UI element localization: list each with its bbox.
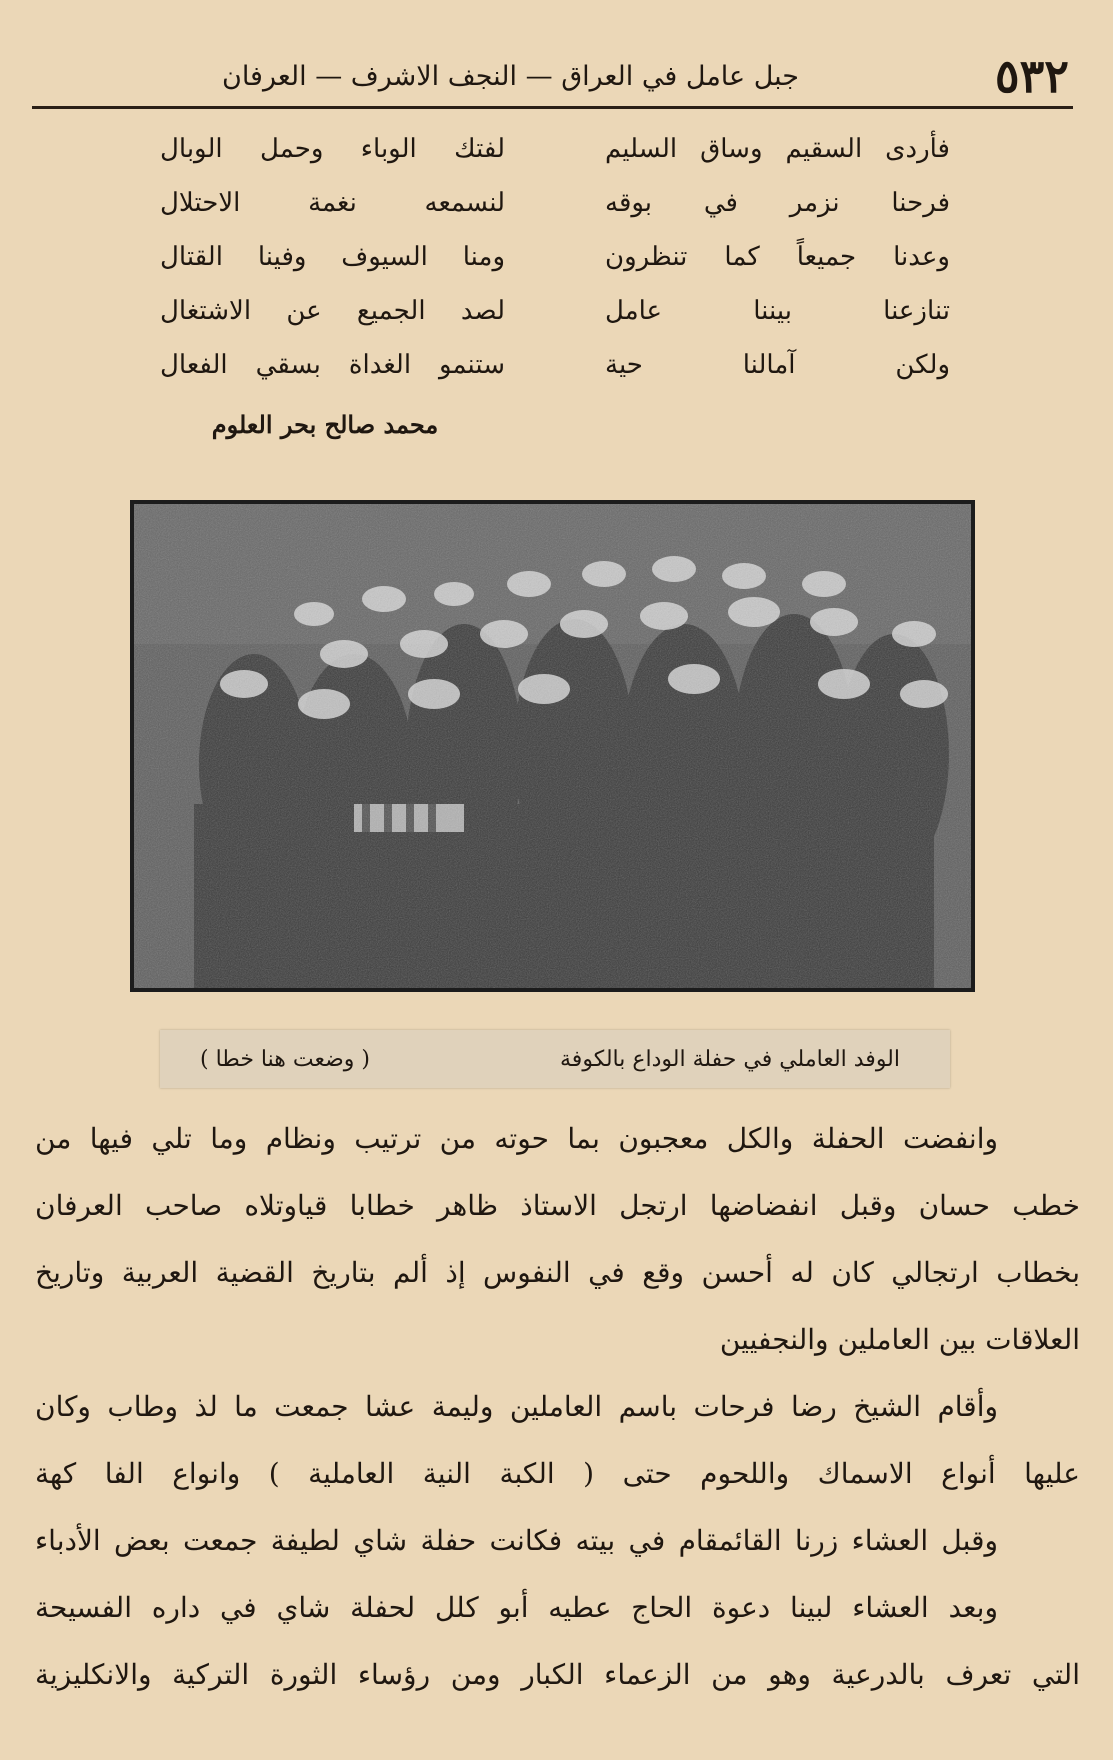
verse-second-half: لفتك الوباء وحمل الوبال [160, 134, 505, 164]
verse-first-half: وعدنا جميعاً كما تنظرون [605, 242, 950, 272]
verse-first-half: ولكن آمالنا حية [605, 350, 950, 380]
text-line: عليها أنواع الاسماك واللحوم حتى ( الكبة النية العاملية ) وانواع الفا كهة [35, 1457, 1080, 1490]
verse-first-half: فأردى السقيم وساق السليم [605, 134, 950, 164]
text-line: وقبل العشاء زرنا القائمقام في بيته فكانت حفلة شاي لطيفة جمعت بعض الأدباء [35, 1524, 998, 1557]
photo-caption [160, 1030, 950, 1088]
verse-second-half: ومنا السيوف وفينا القتال [160, 242, 505, 272]
text-line: وانفضت الحفلة والكل معجبون بما حوته من ترتيب ونظام وما تلي فيها من [35, 1122, 998, 1155]
verse-second-half: ستنمو الغداة بسقي الفعال [160, 350, 505, 380]
text-line: وأقام الشيخ رضا فرحات باسم العاملين وليمة عشا جمعت ما لذ وطاب وكان [35, 1390, 998, 1423]
group-photo [130, 500, 975, 992]
verse-first-half: فرحنا نزمر في بوقه [605, 188, 950, 218]
page-header [32, 46, 1073, 109]
poem-verse [160, 230, 950, 284]
text-line: التي تعرف بالدرعية وهو من الزعماء الكبار ومن رؤساء الثورة التركية والانكليزية [35, 1658, 1080, 1691]
poem [160, 122, 950, 392]
photo-crowd-illustration [134, 504, 971, 988]
poet-signature: محمد صالح بحر العلوم [211, 410, 439, 439]
poem-verse [160, 338, 950, 392]
verse-second-half: لنسمعه نغمة الاحتلال [160, 188, 505, 218]
page-number: ٥٣٢ [994, 49, 1069, 103]
text-line: وبعد العشاء لبينا دعوة الحاج عطيه أبو كلل لحفلة شاي في داره الفسيحة [35, 1591, 998, 1624]
body-text [35, 1105, 1080, 1708]
running-title: جبل عامل في العراق — النجف الاشرف — العرفان [222, 60, 799, 92]
verse-second-half: لصد الجميع عن الاشتغال [160, 296, 505, 326]
verse-first-half: تنازعنا بيننا عامل [605, 296, 950, 326]
poem-verse [160, 122, 950, 176]
text-line: بخطاب ارتجالي كان له أحسن وقع في النفوس إذ ألم بتاريخ القضية العربية وتاريخ [35, 1256, 1080, 1289]
caption-note: ( وضعت هنا خطا ) [200, 1046, 370, 1072]
text-line: العلاقات بين العاملين والنجفيين [719, 1323, 1080, 1356]
poem-verse [160, 176, 950, 230]
poem-verse [160, 284, 950, 338]
text-line: خطب حسان وقبل انفضاضها ارتجل الاستاذ ظاهر خطابا قياوتلاه صاحب العرفان [35, 1189, 1080, 1222]
caption-text: الوفد العاملي في حفلة الوداع بالكوفة [560, 1046, 900, 1072]
